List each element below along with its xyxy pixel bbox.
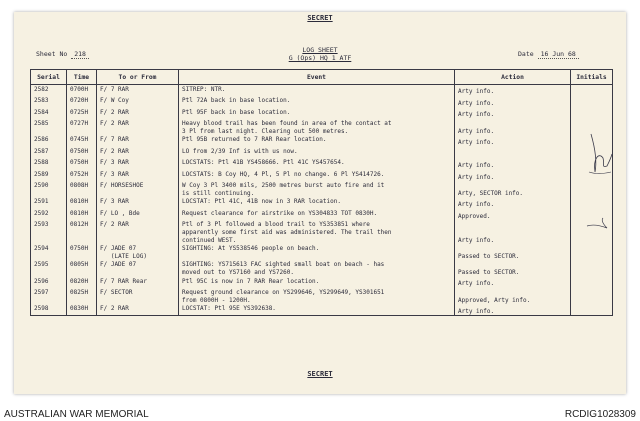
entry-to-or-from: F/ HORSESHOE: [97, 181, 179, 197]
log-entry-row: [31, 244, 613, 260]
entry-to-or-from: F/ JADE 07 (LATE LOG): [97, 244, 179, 260]
entry-initials: [571, 108, 613, 120]
entry-to-or-from: F/ JADE 07: [97, 260, 179, 276]
log-table: [30, 69, 613, 316]
entry-event: LO from 2/39 Inf is with us now.: [179, 147, 455, 159]
entry-action: Arty info.: [455, 158, 571, 170]
entry-event: SIGHTING: YS715613 FAC sighted small boat on beach - has moved out to YS7160 and YS7260.: [179, 260, 455, 276]
institution-name: AUSTRALIAN WAR MEMORIAL: [4, 409, 149, 420]
entry-serial: 2583: [31, 96, 67, 108]
log-entry-row: [31, 220, 613, 244]
entry-action: [455, 147, 571, 159]
entry-action: Arty info.: [455, 119, 571, 135]
entry-serial: 2596: [31, 277, 67, 289]
entry-to-or-from: F/ 7 RAR: [97, 85, 179, 97]
entry-action: Arty info.: [455, 170, 571, 182]
column-header-serial: Serial: [31, 70, 67, 85]
entry-time: 0808H: [67, 181, 97, 197]
entry-time: 0725H: [67, 108, 97, 120]
entry-time: 0750H: [67, 147, 97, 159]
entry-event: Ptl 72A back in base location.: [179, 96, 455, 108]
entry-event: W Coy 3 Pl 3400 mils, 2500 metres burst auto fire and it is still continuing.: [179, 181, 455, 197]
log-entry-row: [31, 181, 613, 197]
entry-action: Arty info.: [455, 277, 571, 289]
entry-event: Ptl 95B returned to 7 RAR Rear location.: [179, 135, 455, 147]
log-sheet-title-line1: LOG SHEET: [302, 46, 338, 54]
log-entry-row: [31, 197, 613, 209]
entry-time: 0727H: [67, 119, 97, 135]
entry-serial: 2584: [31, 108, 67, 120]
entry-action: Approved, Arty info.: [455, 288, 571, 304]
log-sheet-title-line2: G (Ops) HQ 1 ATF: [288, 54, 352, 62]
entry-time: 0752H: [67, 170, 97, 182]
entry-action: Arty info.: [455, 135, 571, 147]
record-id: RCDIG1028309: [564, 409, 636, 420]
entry-initials: [571, 244, 613, 260]
log-entry-row: [31, 158, 613, 170]
entry-time: 0812H: [67, 220, 97, 244]
classification-bottom: SECRET: [307, 370, 333, 378]
log-entry-row: [31, 170, 613, 182]
entry-time: 0825H: [67, 288, 97, 304]
entry-to-or-from: F/ 2 RAR: [97, 304, 179, 316]
log-entry-row: [31, 288, 613, 304]
entry-event: Ptl 95F back in base location.: [179, 108, 455, 120]
entry-initials: [571, 277, 613, 289]
entry-serial: 2597: [31, 288, 67, 304]
sheet-date-value: 16 Jun 68: [538, 50, 579, 59]
entry-serial: 2588: [31, 158, 67, 170]
entry-action: Arty info.: [455, 220, 571, 244]
entry-time: 0750H: [67, 244, 97, 260]
log-entry-row: [31, 119, 613, 135]
entry-action: Arty info.: [455, 96, 571, 108]
log-entry-row: [31, 277, 613, 289]
entry-time: 0810H: [67, 197, 97, 209]
entry-to-or-from: F/ 2 RAR: [97, 108, 179, 120]
entry-serial: 2595: [31, 260, 67, 276]
entry-time: 0750H: [67, 158, 97, 170]
entry-time: 0745H: [67, 135, 97, 147]
entry-event: SIGHTING: At YS538546 people on beach.: [179, 244, 455, 260]
entry-to-or-from: F/ LO , Bde: [97, 209, 179, 221]
entry-initials: [571, 304, 613, 316]
entry-serial: 2598: [31, 304, 67, 316]
entry-time: 0700H: [67, 85, 97, 97]
entry-serial: 2590: [31, 181, 67, 197]
entry-serial: 2592: [31, 209, 67, 221]
entry-time: 0830H: [67, 304, 97, 316]
entry-initials: [571, 288, 613, 304]
entry-action: Arty info.: [455, 108, 571, 120]
entry-time: 0820H: [67, 277, 97, 289]
log-entry-row: [31, 108, 613, 120]
entry-initials: [571, 85, 613, 97]
entry-action: Arty info.: [455, 304, 571, 316]
entry-to-or-from: F/ 7 RAR: [97, 135, 179, 147]
sheet-number-value: 218: [71, 50, 89, 59]
entry-to-or-from: F/ 2 RAR: [97, 147, 179, 159]
entry-serial: 2585: [31, 119, 67, 135]
entry-initials: [571, 96, 613, 108]
entry-event: LOCSTATS: Ptl 41B YS458666. Ptl 41C YS457654.: [179, 158, 455, 170]
log-entry-row: [31, 85, 613, 97]
entry-to-or-from: F/ 2 RAR: [97, 220, 179, 244]
column-header-time: Time: [67, 70, 97, 85]
entry-serial: 2586: [31, 135, 67, 147]
entry-action: Passed to SECTOR.: [455, 244, 571, 260]
entry-time: 0720H: [67, 96, 97, 108]
column-header-initials: Initials: [571, 70, 613, 85]
entry-event: Request ground clearance on YS299646, YS299649, YS301651 from 0800H - 1200H.: [179, 288, 455, 304]
entry-action: Arty info.: [455, 197, 571, 209]
entry-serial: 2587: [31, 147, 67, 159]
entry-event: LOCSTATS: B Coy HQ, 4 Pl, 5 Pl no change. 6 Pl YS414726.: [179, 170, 455, 182]
entry-event: LOCSTAT: Ptl 95E YS392638.: [179, 304, 455, 316]
entry-time: 0810H: [67, 209, 97, 221]
entry-serial: 2589: [31, 170, 67, 182]
entry-action: Arty, SECTOR info.: [455, 181, 571, 197]
log-entry-row: [31, 147, 613, 159]
log-entry-row: [31, 96, 613, 108]
log-entry-row: [31, 135, 613, 147]
handwritten-initials: [585, 128, 615, 238]
entry-event: Ptl 95C is now in 7 RAR Rear location.: [179, 277, 455, 289]
log-entry-row: [31, 209, 613, 221]
column-header-event: Event: [179, 70, 455, 85]
entry-to-or-from: F/ SECTOR: [97, 288, 179, 304]
archive-footer: [0, 400, 640, 421]
column-header-to-or-from: To or From: [97, 70, 179, 85]
classification-top: SECRET: [307, 14, 333, 22]
entry-initials: [571, 260, 613, 276]
entry-to-or-from: F/ 3 RAR: [97, 170, 179, 182]
entry-to-or-from: F/ W Coy: [97, 96, 179, 108]
entry-event: SITREP: NTR.: [179, 85, 455, 97]
log-table-header: [31, 70, 613, 85]
entry-to-or-from: F/ 3 RAR: [97, 197, 179, 209]
log-entry-row: [31, 304, 613, 316]
entry-serial: 2593: [31, 220, 67, 244]
entry-serial: 2582: [31, 85, 67, 97]
column-header-action: Action: [455, 70, 571, 85]
entry-event: LOCSTAT: Ptl 41C, 41B now in 3 RAR location.: [179, 197, 455, 209]
log-entry-row: [31, 260, 613, 276]
entry-serial: 2591: [31, 197, 67, 209]
entry-event: Heavy blood trail has been found in area of the contact at 3 Pl from last night. Clearing out 500 metres.: [179, 119, 455, 135]
entry-time: 0805H: [67, 260, 97, 276]
entry-event: Ptl of 3 Pl followed a blood trail to YS353851 where apparently some first aid was administered. The trail then continued WEST.: [179, 220, 455, 244]
entry-to-or-from: F/ 2 RAR: [97, 119, 179, 135]
entry-to-or-from: F/ 3 RAR: [97, 158, 179, 170]
entry-action: Arty info.: [455, 85, 571, 97]
sheet-number-label: Sheet No: [36, 50, 68, 58]
sheet-date-label: Date: [518, 50, 534, 58]
entry-event: Request clearance for airstrike on YS304833 TOT 0830H.: [179, 209, 455, 221]
entry-action: Passed to SECTOR.: [455, 260, 571, 276]
entry-action: Approved.: [455, 209, 571, 221]
sheet-date: [518, 50, 579, 58]
entry-serial: 2594: [31, 244, 67, 260]
entry-to-or-from: F/ 7 RAR Rear: [97, 277, 179, 289]
